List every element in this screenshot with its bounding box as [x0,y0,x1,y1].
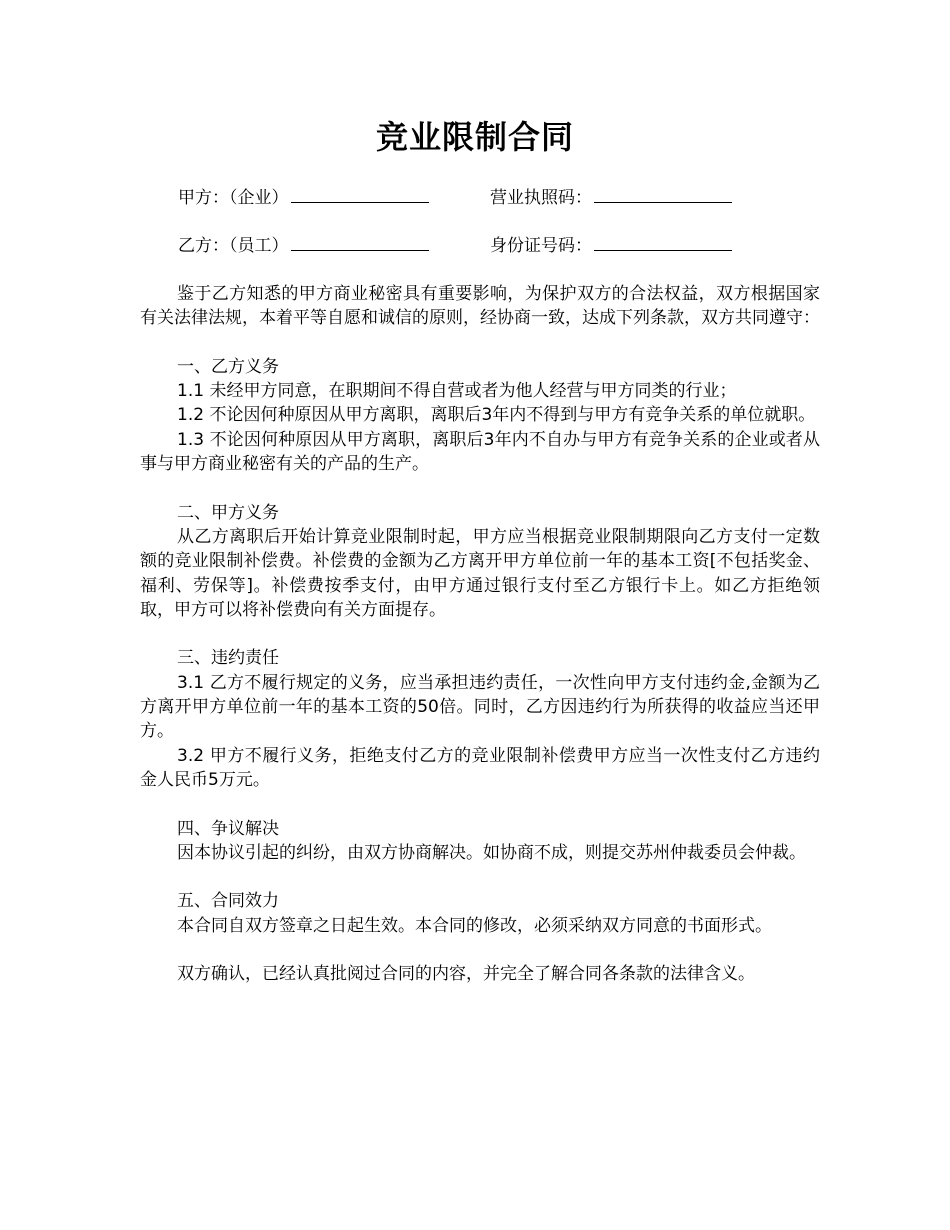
id-field [490,232,732,258]
section4-heading: 四、争议解决 [177,818,279,839]
id-blank [594,232,732,251]
closing-paragraph: 双方确认，已经认真批阅过合同的内容，并完全了解合同各条款的法律含义。 [177,964,755,985]
section1-item1: 1.1 未经甲方同意，在职期间不得自营或者为他人经营与甲方同类的行业； [177,381,737,402]
party-b-row [178,232,592,258]
party-b-name-blank [291,232,429,251]
section2-text: 从乙方离职后开始计算竞业限制时起，甲方应当根据竞业限制期限向乙方支付一定数额的竞业限制补偿费。补偿费的金额为乙方离开甲方单位前一年的基本工资[不包括奖金、福利、劳保等]。补偿费按季支付，由甲方通过银行支付至乙方银行卡上。如乙方拒绝领取，甲方可以将补偿费向有关方面提存。 [140,526,820,620]
section3-heading: 三、违约责任 [177,648,279,669]
license-label: 营业执照码： [490,188,592,208]
contract-body [140,282,820,987]
preamble-paragraph: 鉴于乙方知悉的甲方商业秘密具有重要影响，为保护双方的合法权益，双方根据国家有关法律法规，本着平等自愿和诚信的原则，经协商一致，达成下列条款，双方共同遵守： [140,284,820,329]
party-b-label: 乙方：（员工） [178,236,289,256]
section1-item3: 1.3 不论因何种原因从甲方离职，离职后3年内不自办与甲方有竞争关系的企业或者从事与甲方商业秘密有关的产品的生产。 [140,429,820,475]
section3-item2: 3.2 甲方不履行义务，拒绝支付乙方的竞业限制补偿费甲方应当一次性支付乙方违约金人民币5万元。 [140,745,820,790]
section1-item2: 1.2 不论因何种原因从甲方离职，离职后3年内不得到与甲方有竞争关系的单位就职。 [177,405,816,426]
id-label: 身份证号码： [490,236,592,256]
section1-heading: 一、乙方义务 [177,356,279,377]
license-blank [594,184,732,203]
section5-text: 本合同自双方签章之日起生效。本合同的修改，必须采纳双方同意的书面形式。 [177,915,772,936]
section5-heading: 五、合同效力 [177,891,279,912]
party-a-row [178,184,592,210]
license-field [490,184,732,210]
section3-item1: 3.1 乙方不履行规定的义务，应当承担违约责任，一次性向甲方支付违约金,金额为乙方离开甲方单位前一年的基本工资的50倍。同时，乙方因违约行为所获得的收益应当还甲方。 [140,672,820,742]
section2-heading: 二、甲方义务 [177,502,279,523]
document-title: 竞业限制合同 [375,118,574,156]
section4-text: 因本协议引起的纠纷，由双方协商解决。如协商不成，则提交苏州仲裁委员会仲裁。 [177,842,806,863]
party-a-name-blank [291,184,429,203]
party-a-label: 甲方：（企业） [178,188,289,208]
